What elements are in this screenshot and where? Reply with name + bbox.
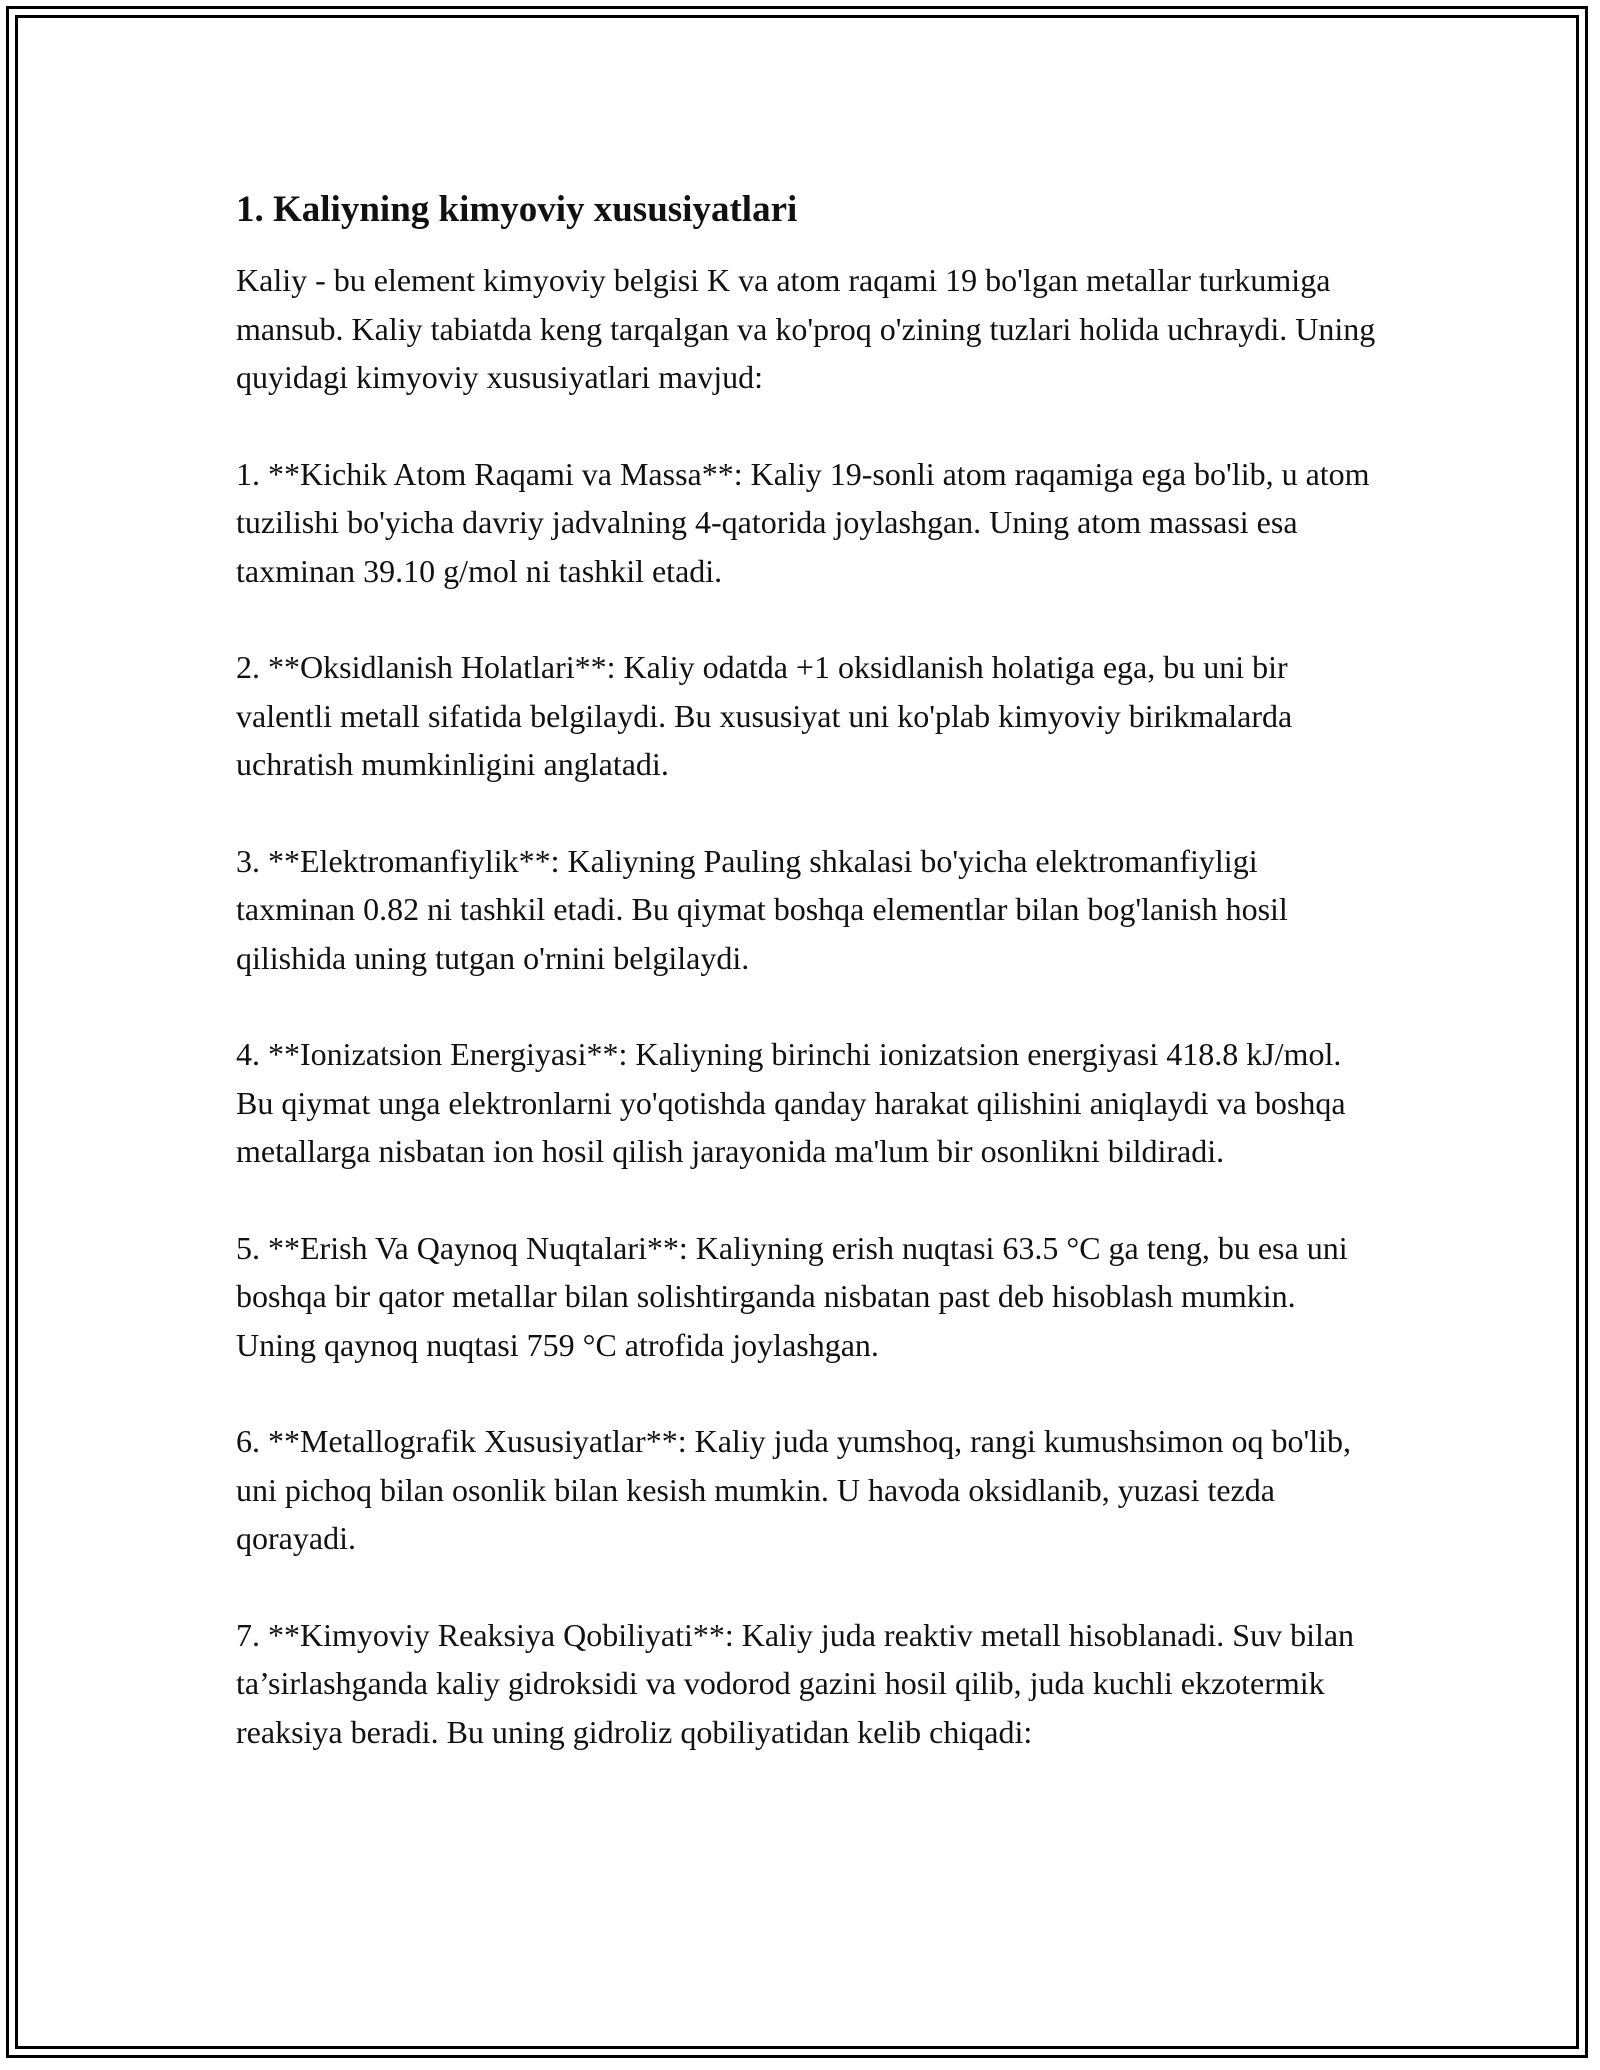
section-heading: 1. Kaliyning kimyoviy xususiyatlari xyxy=(236,189,798,230)
property-melting-boiling-paragraph: 5. **Erish Va Qaynoq Nuqtalari**: Kaliyning erish nuqtasi 63.5 °C ga teng, bu esa uni boshqa bir qator metallar bilan solishtirganda nisbatan past deb hisoblash mumkin. Uning qaynoq nuqtasi 759 °C atrofida joylashgan. xyxy=(236,1229,1348,1363)
property-reactivity-paragraph: 7. **Kimyoviy Reaksiya Qobiliyati**: Kaliy juda reaktiv metall hisoblanadi. Suv bilan ta’sirlashganda kaliy gidroksidi va vodorod gazini hosil qilib, juda kuchli ekzotermik reaksiya beradi. Bu uning gidroliz qobiliyatidan kelib chiqadi: xyxy=(236,1616,1355,1750)
property-electronegativity-paragraph: 3. **Elektromanfiylik**: Kaliyning Pauling shkalasi bo'yicha elektromanfiyligi taxminan 0.82 ni tashkil etadi. Bu qiymat boshqa elementlar bilan bog'lanish hosil qilishida uning tutgan o'rnini belgilaydi. xyxy=(236,842,1288,976)
document-body xyxy=(236,186,1376,1804)
property-ionization-energy-paragraph: 4. **Ionizatsion Energiyasi**: Kaliyning birinchi ionizatsion energiyasi 418.8 kJ/mol. Bu qiymat unga elektronlarni yo'qotishda qanday harakat qilishini aniqlaydi va boshqa metallarga nisbatan ion hosil qilish jarayonida ma'lum bir osonlikni bildiradi. xyxy=(236,1036,1346,1169)
property-atomic-number-paragraph: 1. **Kichik Atom Raqami va Massa**: Kaliy 19-sonli atom raqamiga ega bo'lib, u atom tuzilishi bo'yicha davriy jadvalning 4-qatorida joylashgan. Uning atom massasi esa taxminan 39.10 g/mol ni tashkil etadi. xyxy=(236,455,1370,589)
property-oxidation-states-paragraph: 2. **Oksidlanish Holatlari**: Kaliy odatda +1 oksidlanish holatiga ega, bu uni bir valentli metall sifatida belgilaydi. Bu xususiyat uni ko'plab kimyoviy birikmalarda uchratish mumkinligini anglatadi. xyxy=(236,649,1293,782)
property-metallographic-paragraph: 6. **Metallografik Xususiyatlar**: Kaliy juda yumshoq, rangi kumushsimon oq bo'lib, uni pichoq bilan osonlik bilan kesish mumkin. U havoda oksidlanib, yuzasi tezda qorayadi. xyxy=(236,1423,1351,1556)
intro-paragraph: Kaliy - bu element kimyoviy belgisi K va atom raqami 19 bo'lgan metallar turkumiga mansub. Kaliy tabiatda keng tarqalgan va ko'proq o'zining tuzlari holida uchraydi. Uning quyidagi kimyoviy xususiyatlari mavjud: xyxy=(236,262,1376,395)
